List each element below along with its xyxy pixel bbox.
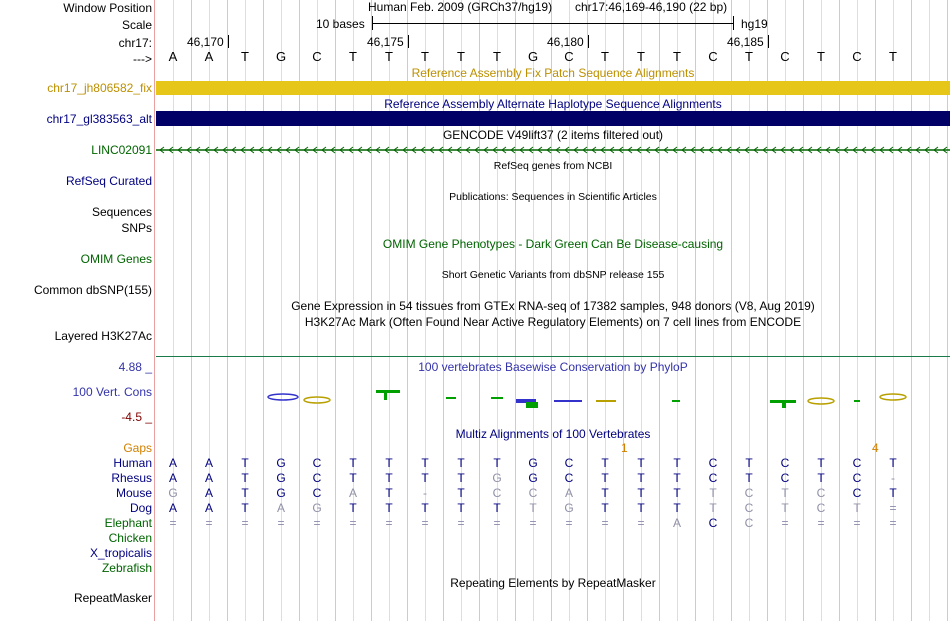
publications-track-label[interactable]: Sequences [91,205,152,219]
reference-base: T [673,49,681,64]
aligned-base: T [529,501,537,515]
aligned-base: - [891,471,895,485]
aligned-base: = [601,516,609,530]
aligned-base: G [168,486,178,500]
fix-patch-track-title: Reference Assembly Fix Patch Sequence Alignments [411,66,695,80]
publications-track-title: Publications: Sequences in Scientific Articles [449,191,657,203]
reference-base: G [527,49,539,64]
phylop-score-mark [491,397,503,399]
aligned-base: A [564,486,573,500]
aligned-base: T [673,486,681,500]
aligned-base: C [816,486,826,500]
reference-base: T [637,49,645,64]
refseq-track-label[interactable]: RefSeq Curated [65,174,152,188]
scale-bases-label: 10 bases [316,17,365,31]
scale-bar-left-cap [372,16,373,30]
aligned-base: = [637,516,645,530]
aligned-base: T [637,486,645,500]
aligned-base: = [529,516,537,530]
aligned-base: A [168,456,177,470]
phylop-score-mark [672,400,680,402]
aligned-base: T [637,456,645,470]
aligned-base: = [457,516,465,530]
gencode-gene-feature[interactable] [156,143,950,157]
phylop-score-mark [554,400,582,402]
h3k27ac-track-title: H3K27Ac Mark (Often Found Near Active Regulatory Elements) on 7 cell lines from ENCODE [304,315,802,329]
phylop-min-label: -4.5 _ [121,410,152,424]
aligned-base: A [204,471,213,485]
aligned-base: = [349,516,357,530]
aligned-base: A [204,456,213,470]
species-label-dog[interactable]: Dog [129,501,152,515]
phylop-max-label: 4.88 _ [118,360,152,374]
aligned-base: = [817,516,825,530]
alt-haplotype-alignment-bar[interactable] [156,111,950,126]
phylop-score-mark [446,397,456,399]
aligned-base: T [637,471,645,485]
gap-mark: 4 [872,441,879,455]
aligned-base: = [565,516,573,530]
aligned-base: C [744,516,754,530]
aligned-base: T [889,456,897,470]
phylop-score-mark [268,394,298,400]
aligned-base: = [493,516,501,530]
aligned-base: = [889,516,897,530]
aligned-base: T [241,486,249,500]
track-divider [156,356,950,357]
reference-base: G [275,49,287,64]
aligned-base: T [709,486,717,500]
aligned-base: T [817,471,825,485]
aligned-base: T [601,501,609,515]
phylop-score-mark [596,400,616,402]
aligned-base: T [673,501,681,515]
aligned-base: T [421,456,429,470]
tick-46180: 46,180 [547,35,584,49]
aligned-base: C [708,516,718,530]
reference-base: C [780,49,790,64]
scale-bar [372,23,733,24]
scale-db-label: hg19 [741,17,768,31]
reference-base: C [708,49,718,64]
aligned-base: T [421,501,429,515]
aligned-base: C [528,486,538,500]
position-readout[interactable]: chr17:46,169-46,190 (22 bp) [575,0,728,14]
aligned-base: T [601,486,609,500]
window-position-label: Window Position [63,1,152,15]
scale-bar-right-cap [733,16,734,30]
aligned-base: G [276,471,286,485]
reference-base: T [745,49,753,64]
reference-base: T [493,49,501,64]
aligned-base: T [349,501,357,515]
aligned-base: = [889,501,897,515]
aligned-base: T [457,486,465,500]
aligned-base: T [601,456,609,470]
repeatmasker-track-label[interactable]: RepeatMasker [73,591,152,605]
aligned-base: G [276,486,286,500]
aligned-base: C [744,501,754,515]
aligned-base: A [204,501,213,515]
alt-haplotype-track-label[interactable]: chr17_gl383563_alt [46,112,152,126]
assembly-label: Human Feb. 2009 (GRCh37/hg19) [368,0,553,14]
dbsnp-track-title: Short Genetic Variants from dbSNP release 155 [441,269,665,281]
species-label-rhesus[interactable]: Rhesus [111,471,152,485]
aligned-base: - [423,486,427,500]
omim-track-title: OMIM Gene Phenotypes - Dark Green Can Be Disease-causing [382,237,724,251]
aligned-base: T [493,501,501,515]
aligned-base: T [241,456,249,470]
fix-patch-alignment-bar[interactable] [156,81,950,95]
aligned-base: T [457,471,465,485]
aligned-base: C [852,456,862,470]
aligned-base: T [601,471,609,485]
dbsnp-track-label[interactable]: Common dbSNP(155) [33,283,152,297]
aligned-base: C [744,486,754,500]
aligned-base: G [312,501,322,515]
aligned-base: C [852,471,862,485]
aligned-base: T [241,501,249,515]
aligned-base: T [349,456,357,470]
aligned-base: T [781,486,789,500]
aligned-base: T [421,471,429,485]
reference-base: T [241,49,249,64]
aligned-base: C [780,471,790,485]
species-label-chicken[interactable]: Chicken [108,531,152,545]
reference-base: T [385,49,393,64]
aligned-base: C [492,486,502,500]
snps-track-label[interactable]: SNPs [121,221,152,235]
aligned-base: = [277,516,285,530]
aligned-base: = [421,516,429,530]
aligned-base: T [493,456,501,470]
aligned-base: C [312,471,322,485]
aligned-base: T [637,501,645,515]
alt-haplotype-track-title: Reference Assembly Alternate Haplotype Sequence Alignments [384,97,722,111]
reference-base: C [564,49,574,64]
aligned-base: = [781,516,789,530]
aligned-base: A [672,516,681,530]
reference-base: T [457,49,465,64]
aligned-base: C [564,456,574,470]
multiz-track-title: Multiz Alignments of 100 Vertebrates [455,427,651,441]
aligned-base: = [205,516,213,530]
fix-patch-track-label[interactable]: chr17_jh806582_fix [47,81,152,95]
aligned-base: G [564,501,574,515]
aligned-base: T [385,501,393,515]
aligned-base: A [168,501,177,515]
aligned-base: G [528,456,538,470]
aligned-base: T [781,501,789,515]
aligned-base: T [385,456,393,470]
aligned-base: T [817,456,825,470]
phylop-score-mark [854,400,860,402]
reference-base: A [168,49,178,64]
tick-mark [228,35,229,48]
aligned-base: A [276,501,285,515]
reference-base: T [601,49,609,64]
reference-base: T [349,49,357,64]
species-label-elephant[interactable]: Elephant [104,516,152,530]
aligned-base: T [745,456,753,470]
aligned-base: A [348,486,357,500]
aligned-base: T [745,471,753,485]
phylop-score-mark [376,390,400,393]
tick-mark [768,35,769,48]
species-label-human[interactable]: Human [113,456,152,470]
species-label-mouse[interactable]: Mouse [115,486,152,500]
species-label-zebrafish[interactable]: Zebrafish [101,561,152,575]
aligned-base: A [204,486,213,500]
aligned-base: T [853,501,861,515]
aligned-base: T [385,486,393,500]
aligned-base: T [241,471,249,485]
aligned-base: = [313,516,321,530]
phylop-score-mark [526,402,538,408]
phylop-score-mark [808,398,834,404]
phylop-conservation-plot [156,370,950,420]
phylop-score-mark [384,390,387,400]
aligned-base: T [349,471,357,485]
aligned-base: C [708,456,718,470]
phylop-track-label[interactable]: 100 Vert. Cons [72,385,152,399]
tick-mark [588,35,589,48]
tick-46185: 46,185 [727,35,764,49]
tick-46175: 46,175 [367,35,404,49]
aligned-base: T [673,456,681,470]
aligned-base: C [852,486,862,500]
aligned-base: T [709,501,717,515]
aligned-base: C [780,456,790,470]
refseq-track-title: RefSeq genes from NCBI [493,160,613,172]
aligned-base: = [169,516,177,530]
gencode-track-title: GENCODE V49lift37 (2 items filtered out) [442,128,664,142]
gap-mark: 1 [621,441,628,455]
reference-base: C [852,49,862,64]
reference-base: T [817,49,825,64]
scale-label: Scale [121,18,152,32]
gtex-track-title: Gene Expression in 54 tissues from GTEx RNA-seq of 17382 samples, 948 donors (V8, Aug 2019) [291,299,815,313]
phylop-score-mark [782,400,786,408]
repeatmasker-track-title: Repeating Elements by RepeatMasker [450,576,656,590]
aligned-base: C [816,501,826,515]
reference-base: A [204,49,214,64]
aligned-base: T [673,471,681,485]
aligned-base: G [276,456,286,470]
strand-arrow-label: ---> [133,52,152,66]
aligned-base: T [385,471,393,485]
aligned-base: C [312,486,322,500]
h3k27ac-track-label[interactable]: Layered H3K27Ac [54,329,152,343]
aligned-base: = [241,516,249,530]
omim-track-label[interactable]: OMIM Genes [80,252,152,266]
aligned-base: C [312,456,322,470]
aligned-base: G [528,471,538,485]
aligned-base: = [385,516,393,530]
gencode-gene-label[interactable]: LINC02091 [91,143,152,157]
chrom-label: chr17: [118,36,152,50]
aligned-base: C [564,471,574,485]
reference-base: T [421,49,429,64]
aligned-base: G [492,471,502,485]
phylop-score-mark [880,394,906,400]
gaps-label: Gaps [123,441,152,455]
tick-mark [408,35,409,48]
species-label-x_tropicalis[interactable]: X_tropicalis [89,546,152,560]
reference-base: C [312,49,322,64]
aligned-base: T [457,456,465,470]
phylop-score-mark [304,397,330,403]
reference-base: T [889,49,897,64]
aligned-base: T [889,486,897,500]
aligned-base: = [853,516,861,530]
aligned-base: A [168,471,177,485]
phylop-track-title: 100 vertebrates Basewise Conservation by PhyloP [418,360,688,374]
aligned-base: T [457,501,465,515]
aligned-base: C [708,471,718,485]
tick-46170: 46,170 [187,35,224,49]
